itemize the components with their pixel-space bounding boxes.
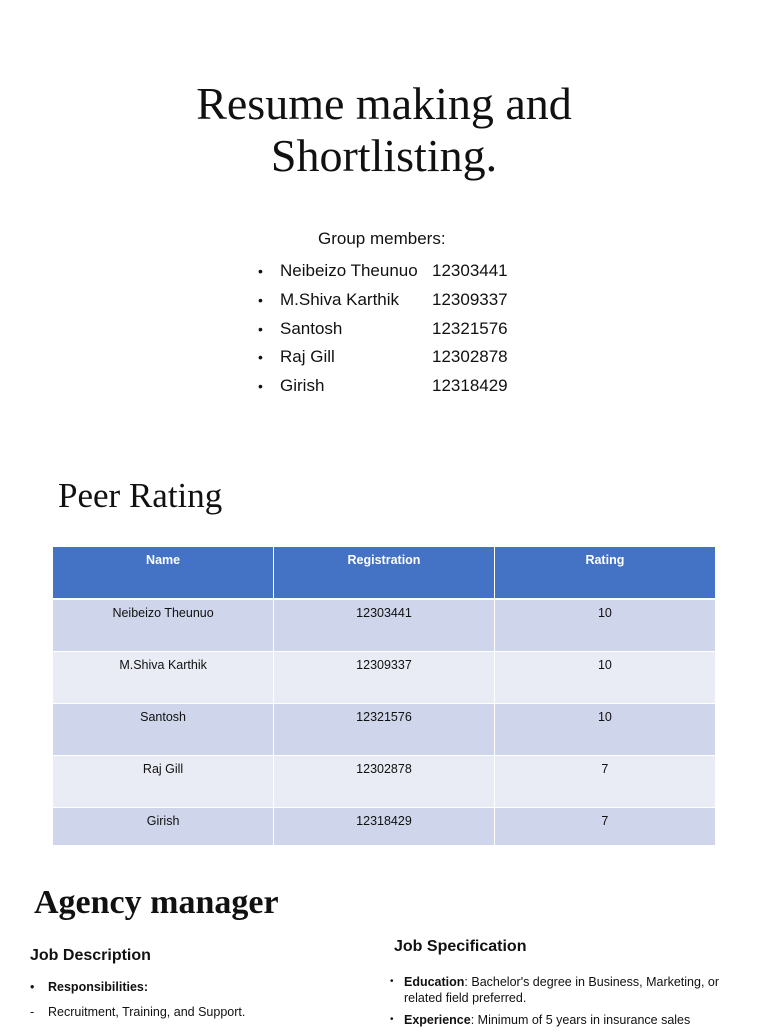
list-item-body — [404, 1012, 690, 1028]
peer-rating-table — [53, 547, 715, 846]
member-item — [258, 286, 508, 315]
table-row — [53, 704, 715, 756]
cell-name: M.Shiva Karthik — [53, 652, 274, 704]
member-reg: 12302878 — [432, 347, 508, 367]
list-item — [390, 1012, 720, 1028]
cell-name: Girish — [53, 808, 274, 846]
group-member-list — [258, 257, 508, 400]
bullet-icon: • — [258, 378, 263, 395]
education-label: Education — [404, 975, 465, 989]
experience-label: Experience — [404, 1013, 471, 1027]
group-members-heading: Group members: — [318, 229, 446, 248]
cell-rating: 10 — [494, 652, 715, 704]
member-reg: 12303441 — [432, 261, 508, 281]
cell-rating: 7 — [494, 756, 715, 808]
cell-rating: 7 — [494, 808, 715, 846]
column-header-name: Name — [53, 547, 274, 599]
list-item-body — [404, 974, 720, 1006]
member-item — [258, 257, 508, 286]
cell-registration: 12321576 — [274, 704, 495, 756]
bullet-icon: • — [30, 980, 35, 994]
table-row — [53, 599, 715, 652]
cell-registration: 12302878 — [274, 756, 495, 808]
agency-manager-title: Agency manager — [34, 884, 279, 921]
bullet-icon: • — [258, 292, 263, 309]
table-header-row — [53, 547, 715, 599]
cell-name: Santosh — [53, 704, 274, 756]
bullet-icon: • — [390, 1014, 394, 1025]
dash-icon: - — [30, 1005, 35, 1019]
list-item — [390, 974, 720, 1006]
cell-name: Raj Gill — [53, 756, 274, 808]
job-specification-list — [390, 974, 720, 1034]
cell-rating: 10 — [494, 704, 715, 756]
job-description-heading: Job Description — [30, 947, 151, 964]
member-reg: 12321576 — [432, 318, 508, 338]
responsibilities-label: Responsibilities: — [48, 980, 149, 994]
cell-name: Neibeizo Theunuo — [53, 599, 274, 652]
column-header-registration: Registration — [274, 547, 495, 599]
presentation-title — [0, 78, 768, 182]
cell-registration: 12303441 — [274, 599, 495, 652]
job-description-list — [30, 980, 245, 1030]
member-reg: 12309337 — [432, 290, 508, 310]
table-row — [53, 808, 715, 846]
list-item — [30, 1005, 245, 1030]
title-line-1: Resume making and — [196, 78, 572, 129]
list-item-text: Recruitment, Training, and Support. — [48, 1005, 246, 1019]
cell-registration: 12309337 — [274, 652, 495, 704]
member-item — [258, 343, 508, 372]
member-name: M.Shiva Karthik — [280, 290, 400, 310]
member-name: Santosh — [280, 318, 343, 338]
list-item — [30, 980, 245, 1005]
title-slide — [0, 0, 768, 440]
bullet-icon: • — [258, 263, 263, 280]
table-row — [53, 756, 715, 808]
member-name: Neibeizo Theunuo — [280, 261, 418, 281]
experience-text: : Minimum of 5 years in insurance sales — [470, 1013, 691, 1027]
member-item — [258, 372, 508, 401]
education-text: : Bachelor's degree in Business, Marketing, or related field preferred. — [404, 975, 720, 1005]
bullet-icon: • — [258, 349, 263, 366]
cell-registration: 12318429 — [274, 808, 495, 846]
table-row — [53, 652, 715, 704]
title-line-2: Shortlisting. — [270, 130, 498, 181]
member-name: Girish — [280, 376, 325, 396]
peer-rating-slide — [0, 440, 768, 850]
bullet-icon: • — [390, 976, 394, 987]
column-header-rating: Rating — [494, 547, 715, 599]
job-specification-heading: Job Specification — [394, 938, 527, 955]
member-reg: 12318429 — [432, 376, 508, 396]
member-name: Raj Gill — [280, 347, 335, 367]
agency-manager-slide — [0, 850, 768, 1027]
cell-rating: 10 — [494, 599, 715, 652]
peer-rating-title: Peer Rating — [58, 476, 223, 515]
bullet-icon: • — [258, 320, 263, 337]
member-item — [258, 314, 508, 343]
